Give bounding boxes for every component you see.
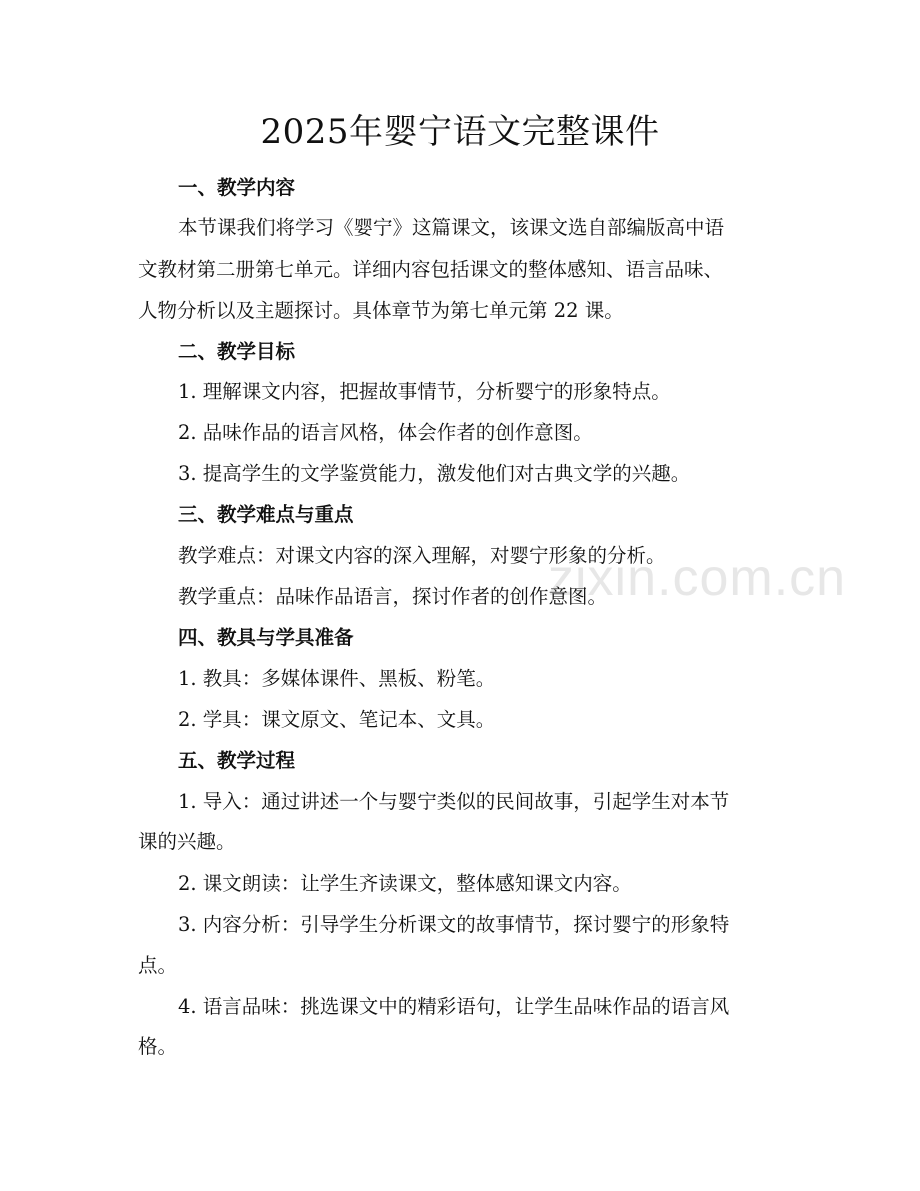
list-item: 2. 课文朗读：让学生齐读课文，整体感知课文内容。: [178, 872, 632, 895]
document-title: 2025年婴宁语文完整课件: [260, 112, 660, 152]
paragraph-line: 文教材第二册第七单元。详细内容包括课文的整体感知、语言品味、: [138, 258, 724, 281]
list-item: 3. 提高学生的文学鉴赏能力，激发他们对古典文学的兴趣。: [178, 462, 691, 485]
list-item-continuation: 格。: [138, 1035, 178, 1058]
paragraph-line: 人物分析以及主题探讨。具体章节为第七单元第 22 课。: [138, 299, 624, 322]
paragraph-line: 本节课我们将学习《婴宁》这篇课文，该课文选自部编版高中语: [178, 216, 725, 239]
list-item: 教学难点：对课文内容的深入理解，对婴宁形象的分析。: [178, 544, 666, 567]
section-heading-objectives: 二、教学目标: [178, 340, 296, 363]
list-item: 1. 理解课文内容，把握故事情节，分析婴宁的形象特点。: [178, 380, 671, 403]
section-heading-process: 五、教学过程: [178, 749, 296, 772]
list-item: 4. 语言品味：挑选课文中的精彩语句，让学生品味作品的语言风: [178, 995, 730, 1018]
list-item-continuation: 课的兴趣。: [138, 830, 236, 853]
list-item: 2. 品味作品的语言风格，体会作者的创作意图。: [178, 421, 593, 444]
list-item: 1. 导入：通过讲述一个与婴宁类似的民间故事，引起学生对本节: [178, 790, 730, 813]
watermark: zixin.com.cn: [548, 549, 847, 607]
list-item: 2. 学具：课文原文、笔记本、文具。: [178, 708, 496, 731]
section-heading-difficulties: 三、教学难点与重点: [178, 503, 354, 526]
list-item: 3. 内容分析：引导学生分析课文的故事情节，探讨婴宁的形象特: [178, 913, 730, 936]
list-item: 教学重点：品味作品语言，探讨作者的创作意图。: [178, 585, 608, 608]
section-heading-content: 一、教学内容: [178, 176, 296, 199]
section-heading-materials: 四、教具与学具准备: [178, 626, 354, 649]
list-item: 1. 教具：多媒体课件、黑板、粉笔。: [178, 667, 496, 690]
list-item-continuation: 点。: [138, 954, 178, 977]
